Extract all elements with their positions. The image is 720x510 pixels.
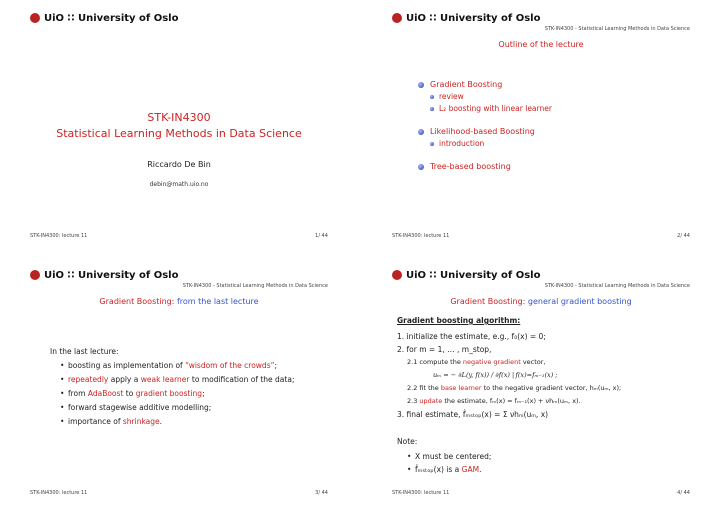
text: vector, bbox=[520, 358, 546, 366]
frame-title-main: Gradient Boosting: bbox=[450, 297, 526, 306]
text: . bbox=[479, 465, 482, 474]
page-number: 1/ 44 bbox=[315, 233, 328, 239]
text: the estimate, fₘ(x) = fₘ₋₁(x) + νhₘ(uₘ, x). bbox=[442, 397, 581, 405]
algorithm-step: 2. for m = 1, … , m_stop, bbox=[397, 345, 492, 354]
uio-seal-icon bbox=[392, 13, 402, 23]
course-code: STK-IN4300 bbox=[147, 111, 211, 124]
note-block bbox=[397, 435, 697, 476]
logo-text: UiO ∷ University of Oslo bbox=[406, 12, 541, 24]
algorithm-step: 3. final estimate, f̂ₘₛₜₒₚ(x) = Σ νhₘ(uₘ, x) bbox=[397, 410, 549, 419]
title-block bbox=[0, 110, 358, 188]
list-item bbox=[60, 359, 294, 373]
author: Riccardo De Bin bbox=[147, 160, 211, 169]
uio-seal-icon bbox=[30, 13, 40, 23]
ball-bullet-icon bbox=[430, 95, 434, 99]
ball-bullet-icon bbox=[430, 142, 434, 146]
highlight: repeatedly bbox=[68, 375, 109, 384]
outline-subsection bbox=[430, 139, 552, 148]
course-header: STK-IN4300 - Statistical Learning Methods in Data Science bbox=[544, 26, 690, 32]
list-item bbox=[60, 373, 294, 387]
frame-title-text: Outline of the lecture bbox=[498, 40, 584, 49]
text: . bbox=[159, 417, 163, 426]
list-item bbox=[407, 450, 697, 463]
text: importance of bbox=[68, 417, 123, 426]
text: X must be centered; bbox=[415, 452, 492, 461]
uio-seal-icon bbox=[392, 270, 402, 280]
section-label: Gradient Boosting bbox=[430, 80, 503, 89]
algorithm-substep bbox=[407, 382, 697, 395]
frame-title bbox=[362, 297, 720, 306]
section-label: Likelihood-based Boosting bbox=[430, 127, 535, 136]
slide-1 bbox=[0, 0, 358, 253]
list-item bbox=[407, 463, 697, 476]
algorithm-substep bbox=[407, 356, 697, 369]
uio-logo bbox=[30, 10, 178, 26]
logo-text: UiO ∷ University of Oslo bbox=[406, 269, 541, 281]
algorithm-step: 1. initialize the estimate, e.g., f₀(x) = 0; bbox=[397, 332, 546, 341]
outline-section bbox=[418, 127, 552, 136]
frame-title-main: Gradient Boosting: bbox=[99, 297, 175, 306]
note-list bbox=[397, 450, 697, 476]
highlight: AdaBoost bbox=[87, 389, 124, 398]
outline-subsection bbox=[430, 92, 552, 101]
footer-left: STK-IN4300: lecture 11 bbox=[30, 233, 88, 239]
text: apply a bbox=[108, 375, 141, 384]
slide-3 bbox=[0, 257, 358, 510]
outline-subsection bbox=[430, 104, 552, 113]
logo-text: UiO ∷ University of Oslo bbox=[44, 12, 179, 24]
ball-bullet-icon bbox=[418, 129, 424, 135]
uio-logo bbox=[392, 10, 540, 26]
logo-text: UiO ∷ University of Oslo bbox=[44, 269, 179, 281]
subsection-label: introduction bbox=[439, 139, 485, 148]
text: 2.3 bbox=[407, 397, 420, 405]
page-number: 2/ 44 bbox=[677, 233, 690, 239]
author-email: debin@math.uio.no bbox=[149, 181, 209, 188]
uio-seal-icon bbox=[30, 270, 40, 280]
outline-section bbox=[418, 162, 552, 171]
highlight: GAM bbox=[461, 465, 480, 474]
subsection-label: review bbox=[439, 92, 464, 101]
course-header: STK-IN4300 - Statistical Learning Methods in Data Science bbox=[182, 283, 328, 289]
footer-left: STK-IN4300: lecture 11 bbox=[392, 233, 450, 239]
text: forward stagewise additive modelling; bbox=[68, 403, 212, 412]
subsection-label: L₂ boosting with linear learner bbox=[439, 104, 552, 113]
algorithm-substep bbox=[407, 395, 697, 408]
list-item bbox=[60, 387, 294, 401]
highlight: update bbox=[419, 397, 443, 405]
footer-left: STK-IN4300: lecture 11 bbox=[392, 490, 450, 496]
bullet-list bbox=[50, 359, 294, 429]
slide-4 bbox=[362, 257, 720, 510]
text: to the negative gradient vector, hₘ(uₘ, x); bbox=[481, 384, 622, 392]
text: boosting as implementation of bbox=[68, 361, 186, 370]
list-item bbox=[60, 415, 294, 429]
highlight: base learner bbox=[440, 384, 482, 392]
ball-bullet-icon bbox=[430, 107, 434, 111]
highlight: “wisdom of the crowds” bbox=[185, 361, 275, 370]
text: ; bbox=[274, 361, 278, 370]
algorithm-title: Gradient boosting algorithm: bbox=[397, 316, 521, 325]
course-title: Statistical Learning Methods in Data Science bbox=[56, 127, 302, 140]
slide-body bbox=[50, 345, 294, 429]
highlight: negative gradient bbox=[462, 358, 521, 366]
frame-title-sub: from the last lecture bbox=[176, 297, 259, 306]
uio-logo bbox=[30, 267, 178, 283]
frame-title-sub: general gradient boosting bbox=[527, 297, 632, 306]
outline bbox=[418, 80, 552, 171]
slide-2 bbox=[362, 0, 720, 253]
frame-title bbox=[0, 297, 358, 306]
page-number: 4/ 44 bbox=[677, 490, 690, 496]
highlight: shrinkage bbox=[122, 417, 160, 426]
note-label: Note: bbox=[397, 437, 418, 446]
uio-logo bbox=[392, 267, 540, 283]
highlight: weak learner bbox=[140, 375, 190, 384]
ball-bullet-icon bbox=[418, 164, 424, 170]
highlight: gradient boosting bbox=[135, 389, 203, 398]
outline-section bbox=[418, 80, 552, 89]
text: 2.2 fit the bbox=[407, 384, 441, 392]
text: 2.1 compute the bbox=[407, 358, 463, 366]
list-item bbox=[60, 401, 294, 415]
page-number: 3/ 44 bbox=[315, 490, 328, 496]
text: ; bbox=[202, 389, 205, 398]
frame-title bbox=[362, 40, 720, 49]
section-label: Tree-based boosting bbox=[430, 162, 511, 171]
text: to modification of the data; bbox=[189, 375, 295, 384]
gradient-formula: uₘ = − ∂L(y, f(x)) / ∂f(x) | f(x)=fₘ₋₁(x) ; bbox=[433, 371, 558, 379]
intro-text: In the last lecture: bbox=[50, 347, 119, 356]
footer-left: STK-IN4300: lecture 11 bbox=[30, 490, 88, 496]
text: to bbox=[123, 389, 136, 398]
course-header: STK-IN4300 - Statistical Learning Methods in Data Science bbox=[544, 283, 690, 289]
text: f̂ₘₛₜₒₚ(x) is a bbox=[415, 465, 462, 474]
text: from bbox=[68, 389, 88, 398]
ball-bullet-icon bbox=[418, 82, 424, 88]
slide-body bbox=[397, 314, 697, 476]
